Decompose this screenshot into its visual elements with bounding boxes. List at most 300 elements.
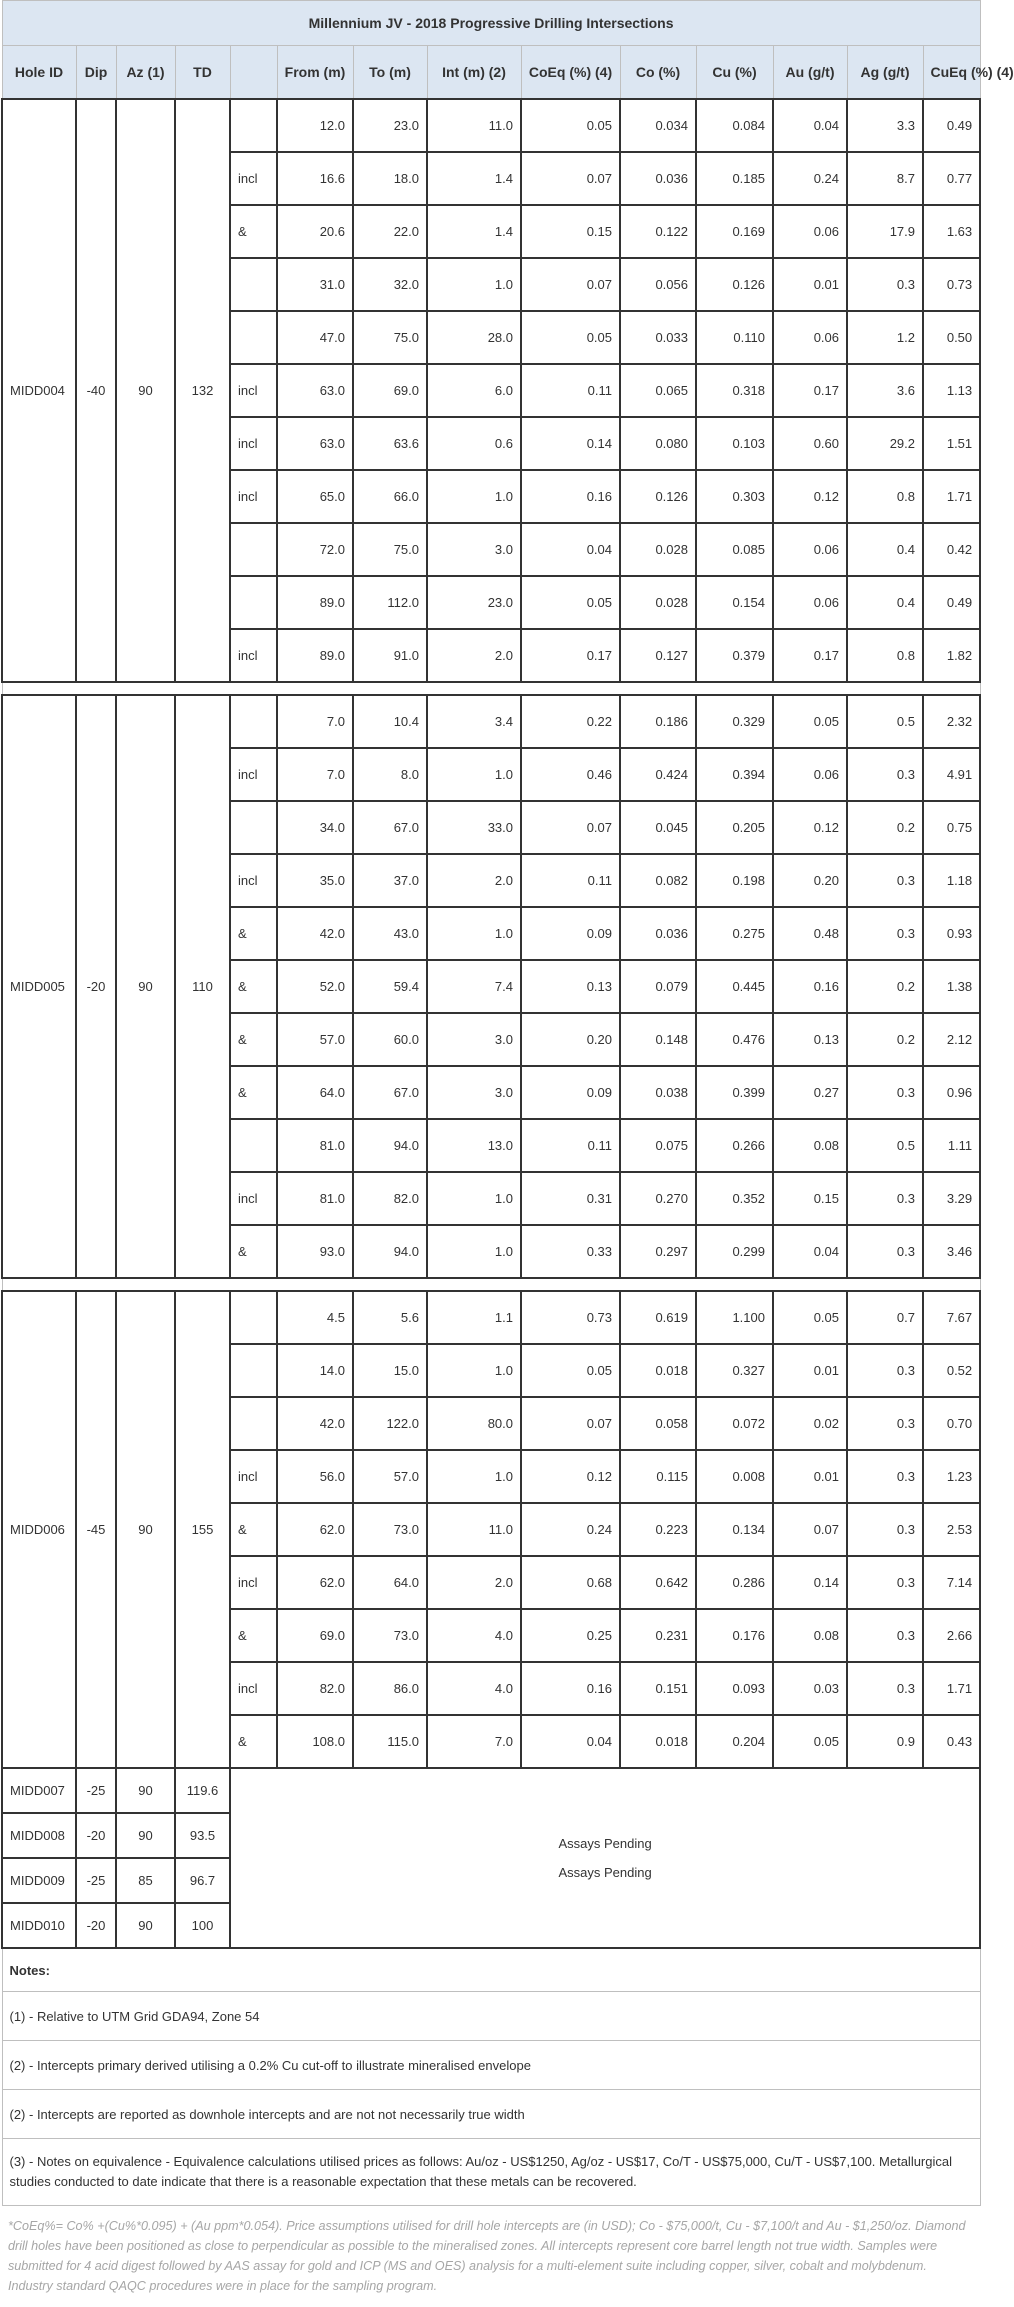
co-cell: 0.127 (620, 629, 696, 682)
qualifier-cell (230, 1344, 277, 1397)
au-cell: 0.01 (773, 258, 847, 311)
ag-cell: 3.6 (847, 364, 923, 417)
qualifier-cell: incl (230, 417, 277, 470)
dip-cell: -45 (76, 1291, 116, 1768)
cu-cell: 0.072 (696, 1397, 773, 1450)
azimuth-cell: 90 (116, 1903, 175, 1948)
int-cell: 3.0 (427, 1066, 521, 1119)
int-cell: 6.0 (427, 364, 521, 417)
qualifier-cell (230, 1397, 277, 1450)
cueq-cell: 0.70 (923, 1397, 980, 1450)
au-cell: 0.02 (773, 1397, 847, 1450)
au-cell: 0.17 (773, 364, 847, 417)
from-cell: 63.0 (277, 417, 353, 470)
co-cell: 0.231 (620, 1609, 696, 1662)
cueq-cell: 1.11 (923, 1119, 980, 1172)
au-cell: 0.27 (773, 1066, 847, 1119)
co-cell: 0.028 (620, 523, 696, 576)
hole-separator (2, 1278, 980, 1291)
cu-cell: 0.299 (696, 1225, 773, 1278)
hole-id-cell: MIDD008 (2, 1813, 76, 1858)
note-text: (1) - Relative to UTM Grid GDA94, Zone 54 (2, 1992, 980, 2041)
int-cell: 80.0 (427, 1397, 521, 1450)
from-cell: 7.0 (277, 748, 353, 801)
hole-id-cell: MIDD006 (2, 1291, 76, 1768)
au-cell: 0.06 (773, 523, 847, 576)
au-cell: 0.01 (773, 1450, 847, 1503)
ag-cell: 0.3 (847, 1609, 923, 1662)
separator-cell (2, 1278, 980, 1291)
ag-cell: 0.3 (847, 1225, 923, 1278)
coeq-cell: 0.17 (521, 629, 620, 682)
co-cell: 0.619 (620, 1291, 696, 1344)
coeq-cell: 0.25 (521, 1609, 620, 1662)
co-cell: 0.075 (620, 1119, 696, 1172)
cu-cell: 0.093 (696, 1662, 773, 1715)
co-cell: 0.036 (620, 907, 696, 960)
cu-cell: 0.399 (696, 1066, 773, 1119)
co-cell: 0.058 (620, 1397, 696, 1450)
au-cell: 0.06 (773, 311, 847, 364)
int-cell: 1.0 (427, 1172, 521, 1225)
cu-cell: 0.329 (696, 695, 773, 748)
ag-cell: 0.7 (847, 1291, 923, 1344)
from-cell: 64.0 (277, 1066, 353, 1119)
coeq-cell: 0.07 (521, 258, 620, 311)
coeq-cell: 0.07 (521, 1397, 620, 1450)
co-cell: 0.033 (620, 311, 696, 364)
au-cell: 0.06 (773, 576, 847, 629)
coeq-cell: 0.22 (521, 695, 620, 748)
coeq-cell: 0.07 (521, 152, 620, 205)
from-cell: 57.0 (277, 1013, 353, 1066)
int-cell: 23.0 (427, 576, 521, 629)
au-cell: 0.20 (773, 854, 847, 907)
column-header: Ag (g/t) (847, 46, 923, 100)
qualifier-cell (230, 523, 277, 576)
from-cell: 81.0 (277, 1172, 353, 1225)
int-cell: 1.4 (427, 205, 521, 258)
int-cell: 28.0 (427, 311, 521, 364)
ag-cell: 0.3 (847, 854, 923, 907)
to-cell: 75.0 (353, 523, 427, 576)
co-cell: 0.080 (620, 417, 696, 470)
cu-cell: 0.318 (696, 364, 773, 417)
coeq-cell: 0.04 (521, 1715, 620, 1768)
coeq-cell: 0.05 (521, 1344, 620, 1397)
coeq-cell: 0.20 (521, 1013, 620, 1066)
co-cell: 0.065 (620, 364, 696, 417)
co-cell: 0.079 (620, 960, 696, 1013)
column-header (230, 46, 277, 100)
to-cell: 91.0 (353, 629, 427, 682)
table-row (2, 695, 980, 748)
to-cell: 8.0 (353, 748, 427, 801)
from-cell: 20.6 (277, 205, 353, 258)
cu-cell: 0.103 (696, 417, 773, 470)
coeq-cell: 0.11 (521, 364, 620, 417)
cu-cell: 0.185 (696, 152, 773, 205)
co-cell: 0.038 (620, 1066, 696, 1119)
int-cell: 3.0 (427, 1013, 521, 1066)
table-body (2, 1, 1014, 2206)
column-header: Au (g/t) (773, 46, 847, 100)
int-cell: 4.0 (427, 1662, 521, 1715)
from-cell: 52.0 (277, 960, 353, 1013)
column-header: CoEq (%) (4) (521, 46, 620, 100)
from-cell: 63.0 (277, 364, 353, 417)
to-cell: 10.4 (353, 695, 427, 748)
coeq-cell: 0.14 (521, 417, 620, 470)
from-cell: 65.0 (277, 470, 353, 523)
hole-id-cell: MIDD005 (2, 695, 76, 1278)
td-cell: 132 (175, 99, 230, 682)
dip-cell: -40 (76, 99, 116, 682)
int-cell: 1.0 (427, 907, 521, 960)
cueq-cell: 2.53 (923, 1503, 980, 1556)
cueq-cell: 1.23 (923, 1450, 980, 1503)
table-row (2, 99, 980, 152)
from-cell: 34.0 (277, 801, 353, 854)
hole-id-cell: MIDD004 (2, 99, 76, 682)
int-cell: 3.0 (427, 523, 521, 576)
co-cell: 0.151 (620, 1662, 696, 1715)
dip-cell: -20 (76, 1903, 116, 1948)
ag-cell: 29.2 (847, 417, 923, 470)
co-cell: 0.082 (620, 854, 696, 907)
qualifier-cell (230, 576, 277, 629)
ag-cell: 0.2 (847, 801, 923, 854)
coeq-cell: 0.05 (521, 576, 620, 629)
from-cell: 89.0 (277, 629, 353, 682)
au-cell: 0.05 (773, 1291, 847, 1344)
dip-cell: -20 (76, 1813, 116, 1858)
to-cell: 60.0 (353, 1013, 427, 1066)
co-cell: 0.018 (620, 1715, 696, 1768)
ag-cell: 0.3 (847, 907, 923, 960)
qualifier-cell (230, 99, 277, 152)
au-cell: 0.05 (773, 1715, 847, 1768)
qualifier-cell: incl (230, 1556, 277, 1609)
int-cell: 2.0 (427, 629, 521, 682)
to-cell: 73.0 (353, 1609, 427, 1662)
coeq-cell: 0.16 (521, 1662, 620, 1715)
qualifier-cell: & (230, 1609, 277, 1662)
cu-cell: 0.394 (696, 748, 773, 801)
dip-cell: -25 (76, 1858, 116, 1903)
ag-cell: 0.8 (847, 470, 923, 523)
ag-cell: 8.7 (847, 152, 923, 205)
qualifier-cell: incl (230, 152, 277, 205)
co-cell: 0.270 (620, 1172, 696, 1225)
cu-cell: 0.266 (696, 1119, 773, 1172)
column-header: TD (175, 46, 230, 100)
coeq-cell: 0.73 (521, 1291, 620, 1344)
disclaimer-text: *CoEq%= Co% +(Cu%*0.095) + (Au ppm*0.054). Price assumptions utilised for drill hole intercepts are (in USD); Co - $75,000/t, Cu - $7,100/t and Au - $1,250/oz. Diamond drill holes have been positioned as close to perpendicular as possible to the mineralised zones. All intercepts represent core barrel length not true width. Samples were submitted for 4 acid digest followed by AAS assay for gold and ICP (MS and OES) analysis for a multi-element suite including copper, silver, cobalt and molybdenum. Industry standard QAQC procedures were in place for the sampling program. (8, 2219, 966, 2293)
column-header: To (m) (353, 46, 427, 100)
int-cell: 1.0 (427, 1450, 521, 1503)
int-cell: 11.0 (427, 99, 521, 152)
qualifier-cell: & (230, 1503, 277, 1556)
cueq-cell: 3.29 (923, 1172, 980, 1225)
qualifier-cell (230, 258, 277, 311)
au-cell: 0.06 (773, 205, 847, 258)
co-cell: 0.045 (620, 801, 696, 854)
int-cell: 7.4 (427, 960, 521, 1013)
coeq-cell: 0.05 (521, 311, 620, 364)
cueq-cell: 0.77 (923, 152, 980, 205)
from-cell: 69.0 (277, 1609, 353, 1662)
co-cell: 0.028 (620, 576, 696, 629)
cu-cell: 0.205 (696, 801, 773, 854)
ag-cell: 0.3 (847, 1450, 923, 1503)
coeq-cell: 0.33 (521, 1225, 620, 1278)
au-cell: 0.07 (773, 1503, 847, 1556)
au-cell: 0.06 (773, 748, 847, 801)
cu-cell: 1.100 (696, 1291, 773, 1344)
coeq-cell: 0.11 (521, 854, 620, 907)
to-cell: 64.0 (353, 1556, 427, 1609)
cu-cell: 0.286 (696, 1556, 773, 1609)
qualifier-cell: & (230, 205, 277, 258)
co-cell: 0.056 (620, 258, 696, 311)
from-cell: 35.0 (277, 854, 353, 907)
to-cell: 57.0 (353, 1450, 427, 1503)
td-cell: 155 (175, 1291, 230, 1768)
cu-cell: 0.134 (696, 1503, 773, 1556)
int-cell: 1.0 (427, 1225, 521, 1278)
note-text: (2) - Intercepts are reported as downhole intercepts and are not not necessarily true width (2, 2090, 980, 2139)
from-cell: 89.0 (277, 576, 353, 629)
note-row (2, 2041, 980, 2090)
coeq-cell: 0.07 (521, 801, 620, 854)
coeq-cell: 0.15 (521, 205, 620, 258)
int-cell: 11.0 (427, 1503, 521, 1556)
cueq-cell: 0.50 (923, 311, 980, 364)
coeq-cell: 0.24 (521, 1503, 620, 1556)
note-text: (2) - Intercepts primary derived utilising a 0.2% Cu cut-off to illustrate mineralised envelope (2, 2041, 980, 2090)
cu-cell: 0.275 (696, 907, 773, 960)
azimuth-cell: 90 (116, 695, 175, 1278)
cu-cell: 0.198 (696, 854, 773, 907)
cueq-cell: 0.52 (923, 1344, 980, 1397)
ag-cell: 0.2 (847, 1013, 923, 1066)
ag-cell: 0.3 (847, 1503, 923, 1556)
from-cell: 31.0 (277, 258, 353, 311)
ag-cell: 0.9 (847, 1715, 923, 1768)
coeq-cell: 0.04 (521, 523, 620, 576)
int-cell: 4.0 (427, 1609, 521, 1662)
qualifier-cell: & (230, 1715, 277, 1768)
to-cell: 22.0 (353, 205, 427, 258)
au-cell: 0.60 (773, 417, 847, 470)
co-cell: 0.186 (620, 695, 696, 748)
au-cell: 0.16 (773, 960, 847, 1013)
cu-cell: 0.445 (696, 960, 773, 1013)
from-cell: 42.0 (277, 907, 353, 960)
column-header: Hole ID (2, 46, 76, 100)
td-cell: 110 (175, 695, 230, 1278)
int-cell: 2.0 (427, 1556, 521, 1609)
ag-cell: 0.3 (847, 258, 923, 311)
coeq-cell: 0.12 (521, 1450, 620, 1503)
from-cell: 108.0 (277, 1715, 353, 1768)
cu-cell: 0.084 (696, 99, 773, 152)
from-cell: 7.0 (277, 695, 353, 748)
cueq-cell: 0.93 (923, 907, 980, 960)
hole-separator (2, 682, 980, 695)
cueq-cell: 0.96 (923, 1066, 980, 1119)
coeq-cell: 0.05 (521, 99, 620, 152)
column-header: Az (1) (116, 46, 175, 100)
from-cell: 93.0 (277, 1225, 353, 1278)
qualifier-cell: incl (230, 629, 277, 682)
au-cell: 0.24 (773, 152, 847, 205)
from-cell: 62.0 (277, 1556, 353, 1609)
to-cell: 67.0 (353, 1066, 427, 1119)
to-cell: 82.0 (353, 1172, 427, 1225)
to-cell: 32.0 (353, 258, 427, 311)
to-cell: 43.0 (353, 907, 427, 960)
to-cell: 67.0 (353, 801, 427, 854)
qualifier-cell: & (230, 1066, 277, 1119)
qualifier-cell (230, 695, 277, 748)
ag-cell: 0.3 (847, 1556, 923, 1609)
cueq-cell: 3.46 (923, 1225, 980, 1278)
int-cell: 1.0 (427, 748, 521, 801)
cueq-cell: 1.51 (923, 417, 980, 470)
qualifier-cell: & (230, 1225, 277, 1278)
co-cell: 0.122 (620, 205, 696, 258)
ag-cell: 0.5 (847, 1119, 923, 1172)
cueq-cell: 2.12 (923, 1013, 980, 1066)
qualifier-cell: & (230, 1013, 277, 1066)
qualifier-cell (230, 801, 277, 854)
cueq-cell: 1.71 (923, 470, 980, 523)
cueq-cell: 1.82 (923, 629, 980, 682)
au-cell: 0.03 (773, 1662, 847, 1715)
column-header: Dip (76, 46, 116, 100)
qualifier-cell: & (230, 907, 277, 960)
cu-cell: 0.204 (696, 1715, 773, 1768)
drilling-intersections-document (1, 0, 1014, 2296)
to-cell: 15.0 (353, 1344, 427, 1397)
au-cell: 0.01 (773, 1344, 847, 1397)
int-cell: 13.0 (427, 1119, 521, 1172)
cu-cell: 0.126 (696, 258, 773, 311)
ag-cell: 0.4 (847, 576, 923, 629)
dip-cell: -25 (76, 1768, 116, 1813)
pending-hole-row (2, 1768, 980, 1813)
table-row (2, 1291, 980, 1344)
int-cell: 7.0 (427, 1715, 521, 1768)
coeq-cell: 0.46 (521, 748, 620, 801)
int-cell: 2.0 (427, 854, 521, 907)
cueq-cell: 2.66 (923, 1609, 980, 1662)
co-cell: 0.223 (620, 1503, 696, 1556)
cueq-cell: 0.42 (923, 523, 980, 576)
to-cell: 94.0 (353, 1225, 427, 1278)
au-cell: 0.12 (773, 470, 847, 523)
au-cell: 0.08 (773, 1119, 847, 1172)
co-cell: 0.148 (620, 1013, 696, 1066)
co-cell: 0.642 (620, 1556, 696, 1609)
coeq-cell: 0.31 (521, 1172, 620, 1225)
to-cell: 73.0 (353, 1503, 427, 1556)
td-cell: 93.5 (175, 1813, 230, 1858)
ag-cell: 0.3 (847, 1662, 923, 1715)
au-cell: 0.04 (773, 99, 847, 152)
int-cell: 1.0 (427, 1344, 521, 1397)
coeq-cell: 0.13 (521, 960, 620, 1013)
from-cell: 72.0 (277, 523, 353, 576)
co-cell: 0.424 (620, 748, 696, 801)
co-cell: 0.034 (620, 99, 696, 152)
cueq-cell: 0.43 (923, 1715, 980, 1768)
to-cell: 59.4 (353, 960, 427, 1013)
from-cell: 16.6 (277, 152, 353, 205)
assays-pending-label: Assays Pending (558, 1865, 652, 1880)
cueq-cell: 1.13 (923, 364, 980, 417)
qualifier-cell: incl (230, 1662, 277, 1715)
assays-pending-cell (230, 1768, 980, 1948)
cueq-cell: 0.49 (923, 576, 980, 629)
cu-cell: 0.176 (696, 1609, 773, 1662)
au-cell: 0.04 (773, 1225, 847, 1278)
to-cell: 66.0 (353, 470, 427, 523)
ag-cell: 0.2 (847, 960, 923, 1013)
int-cell: 33.0 (427, 801, 521, 854)
ag-cell: 17.9 (847, 205, 923, 258)
cu-cell: 0.327 (696, 1344, 773, 1397)
ag-cell: 3.3 (847, 99, 923, 152)
cueq-cell: 1.18 (923, 854, 980, 907)
from-cell: 4.5 (277, 1291, 353, 1344)
cueq-cell: 1.38 (923, 960, 980, 1013)
ag-cell: 0.3 (847, 1397, 923, 1450)
to-cell: 115.0 (353, 1715, 427, 1768)
to-cell: 63.6 (353, 417, 427, 470)
to-cell: 37.0 (353, 854, 427, 907)
au-cell: 0.14 (773, 1556, 847, 1609)
int-cell: 1.1 (427, 1291, 521, 1344)
au-cell: 0.08 (773, 1609, 847, 1662)
au-cell: 0.05 (773, 695, 847, 748)
cu-cell: 0.085 (696, 523, 773, 576)
azimuth-cell: 85 (116, 1858, 175, 1903)
cu-cell: 0.303 (696, 470, 773, 523)
td-cell: 96.7 (175, 1858, 230, 1903)
qualifier-cell: incl (230, 470, 277, 523)
co-cell: 0.018 (620, 1344, 696, 1397)
qualifier-cell: incl (230, 1172, 277, 1225)
from-cell: 56.0 (277, 1450, 353, 1503)
cueq-cell: 1.71 (923, 1662, 980, 1715)
notes-header-row (2, 1948, 980, 1992)
azimuth-cell: 90 (116, 1768, 175, 1813)
to-cell: 112.0 (353, 576, 427, 629)
column-header: Co (%) (620, 46, 696, 100)
note-row (2, 2090, 980, 2139)
ag-cell: 0.3 (847, 1066, 923, 1119)
int-cell: 1.0 (427, 258, 521, 311)
ag-cell: 0.3 (847, 1172, 923, 1225)
coeq-cell: 0.09 (521, 1066, 620, 1119)
ag-cell: 0.3 (847, 1344, 923, 1397)
cueq-cell: 0.73 (923, 258, 980, 311)
au-cell: 0.13 (773, 1013, 847, 1066)
int-cell: 0.6 (427, 417, 521, 470)
